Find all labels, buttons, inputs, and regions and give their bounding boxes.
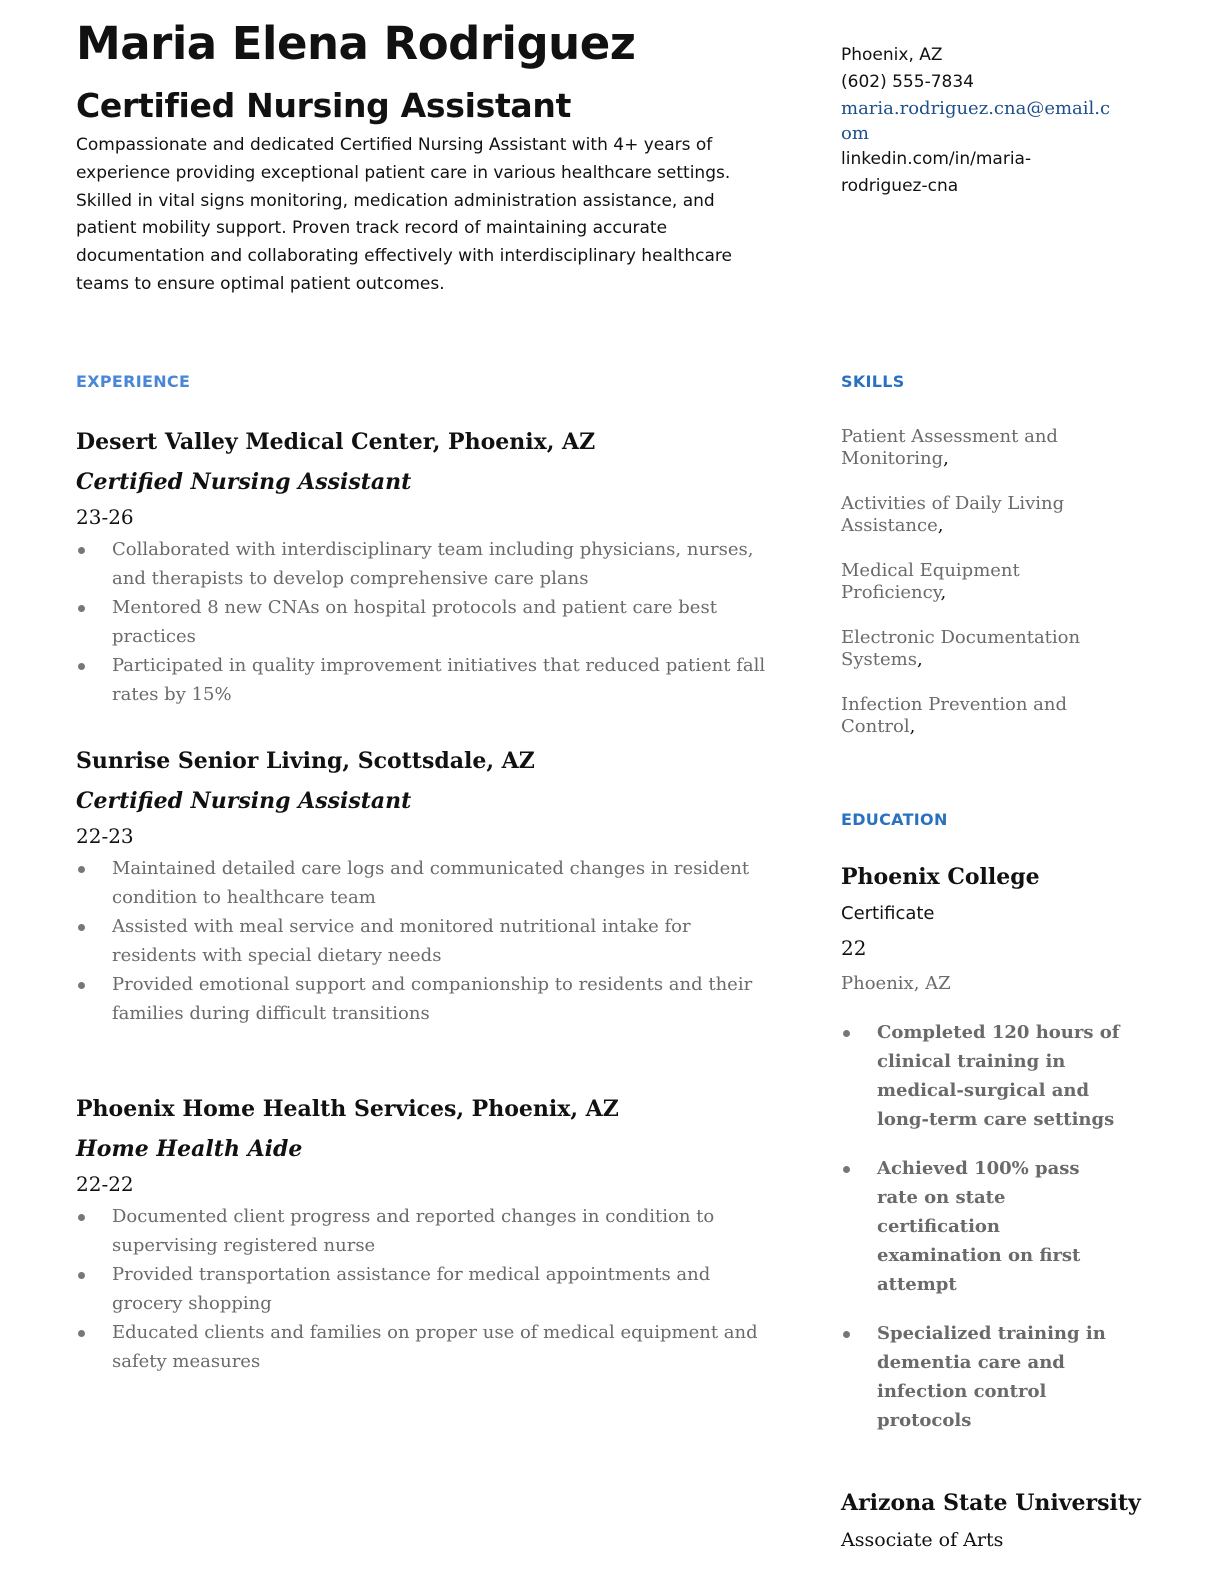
company-name: Sunrise Senior Living, Scottsdale, AZ: [76, 748, 535, 774]
role-title: Certified Nursing Assistant: [76, 788, 412, 814]
contact-phone: (602) 555-7834: [841, 72, 974, 92]
school-location: Phoenix, AZ: [841, 973, 951, 994]
degree: Associate of Arts: [841, 1529, 1004, 1551]
bullet-icon: [78, 1330, 85, 1337]
skill-text: Medical Equipment Proficiency: [841, 560, 1020, 603]
skill-text: Electronic Documentation Systems: [841, 627, 1081, 670]
list-item: [841, 1154, 1126, 1299]
list-item: [76, 1318, 776, 1376]
degree: Certificate: [841, 903, 935, 924]
bullet-icon: [78, 924, 85, 931]
skill-item: [841, 560, 1111, 604]
experience-item: [76, 746, 776, 1028]
summary: Compassionate and dedicated Certified Nursing Assistant with 4+ years of experience providing exceptional patient care in various healthcare settings. Skilled in vital signs monitoring, medication administration assistance, and patient mobility support. Proven track record of maintaining accurate documentation and collaborating effectively with interdisciplinary healthcare teams to ensure optimal patient outcomes.: [76, 135, 732, 294]
list-item: [76, 970, 776, 1028]
experience-item: [76, 427, 776, 709]
job-title: Certified Nursing Assistant: [76, 86, 572, 125]
bullet-icon: [78, 1214, 85, 1221]
responsibilities-list: [76, 1202, 776, 1376]
list-item: [841, 1319, 1126, 1435]
contact-linkedin[interactable]: linkedin.com/in/maria-rodriguez-cna: [841, 149, 1032, 196]
bullet-icon: [78, 547, 85, 554]
skill-separator: ,: [937, 515, 944, 536]
bullet-text: Maintained detailed care logs and communicated changes in resident condition to healthcare team: [112, 858, 750, 908]
bullet-icon: [78, 605, 85, 612]
employment-dates: 22-22: [76, 1172, 134, 1196]
role-title: Certified Nursing Assistant: [76, 469, 412, 495]
skill-item: [841, 426, 1111, 470]
company-name: Phoenix Home Health Services, Phoenix, AZ: [76, 1096, 619, 1122]
skill-text: Infection Prevention and Control: [841, 694, 1068, 737]
school-name: Phoenix College: [841, 864, 1040, 890]
responsibilities-list: [76, 854, 776, 1028]
list-item: [76, 535, 776, 593]
bullet-text: Mentored 8 new CNAs on hospital protocols and patient care best practices: [112, 597, 717, 647]
list-item: [76, 854, 776, 912]
contact-email[interactable]: maria.rodriguez.cna@email.com: [841, 98, 1111, 144]
experience-item: [76, 1094, 776, 1376]
skill-text: Patient Assessment and Monitoring: [841, 426, 1058, 469]
skill-separator: ,: [909, 716, 916, 737]
company-name: Desert Valley Medical Center, Phoenix, AZ: [76, 429, 596, 455]
employment-dates: 23-26: [76, 505, 134, 529]
contact-info: [841, 42, 1111, 200]
list-item: [841, 1018, 1126, 1134]
bullet-text: Educated clients and families on proper use of medical equipment and safety measures: [112, 1322, 758, 1372]
bullet-text: Achieved 100% pass rate on state certification examination on first attempt: [877, 1158, 1081, 1295]
bullet-icon: [843, 1166, 850, 1173]
responsibilities-list: [76, 535, 776, 709]
bullet-icon: [78, 1272, 85, 1279]
education-heading: EDUCATION: [841, 810, 948, 829]
skill-text: Activities of Daily Living Assistance: [841, 493, 1065, 536]
experience-heading: EXPERIENCE: [76, 372, 191, 391]
bullet-icon: [78, 866, 85, 873]
bullet-text: Specialized training in dementia care and infection control protocols: [877, 1323, 1106, 1431]
list-item: [76, 912, 776, 970]
education-highlights: [841, 1018, 1126, 1455]
bullet-icon: [78, 982, 85, 989]
skill-separator: ,: [943, 448, 949, 469]
skill-separator: ,: [940, 582, 947, 603]
bullet-icon: [843, 1331, 850, 1338]
bullet-text: Assisted with meal service and monitored nutritional intake for residents with special dietary needs: [112, 916, 691, 966]
list-item: [76, 593, 776, 651]
skill-separator: ,: [916, 649, 923, 670]
bullet-icon: [843, 1030, 850, 1037]
list-item: [76, 651, 776, 709]
skill-item: [841, 694, 1111, 738]
candidate-name: Maria Elena Rodriguez: [76, 17, 636, 70]
bullet-text: Completed 120 hours of clinical training in medical-surgical and long-term care settings: [877, 1022, 1120, 1130]
list-item: [76, 1260, 776, 1318]
bullet-text: Documented client progress and reported changes in condition to supervising registered nurse: [112, 1206, 715, 1256]
bullet-text: Participated in quality improvement initiatives that reduced patient fall rates by 15%: [112, 655, 766, 705]
skill-item: [841, 627, 1111, 671]
graduation-year: 22: [841, 936, 867, 960]
skills-heading: SKILLS: [841, 372, 905, 391]
school-name: Arizona State University: [841, 1490, 1141, 1516]
employment-dates: 22-23: [76, 824, 134, 848]
bullet-text: Provided transportation assistance for medical appointments and grocery shopping: [112, 1264, 711, 1314]
bullet-text: Collaborated with interdisciplinary team including physicians, nurses, and therapists to develop comprehensive care plans: [112, 539, 754, 589]
skill-item: [841, 493, 1111, 537]
list-item: [76, 1202, 776, 1260]
role-title: Home Health Aide: [76, 1136, 303, 1162]
contact-location: Phoenix, AZ: [841, 45, 943, 65]
bullet-text: Provided emotional support and companionship to residents and their families during difficult transitions: [112, 974, 753, 1024]
bullet-icon: [78, 663, 85, 670]
